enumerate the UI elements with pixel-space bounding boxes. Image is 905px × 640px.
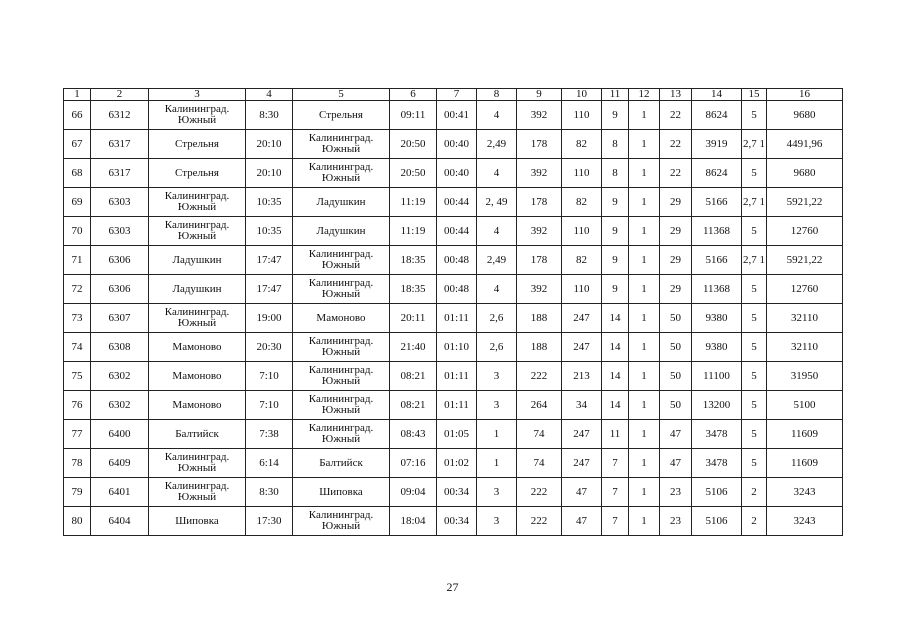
table-cell: 2 bbox=[742, 507, 767, 536]
table-row bbox=[64, 507, 843, 536]
table-cell: 18:35 bbox=[390, 246, 437, 275]
table-cell: 3478 bbox=[692, 449, 742, 478]
table-cell: 08:21 bbox=[390, 362, 437, 391]
table-cell: 29 bbox=[660, 188, 692, 217]
table-cell: 2, 49 bbox=[477, 188, 517, 217]
table-cell: 6:14 bbox=[246, 449, 293, 478]
table-cell: 32110 bbox=[767, 333, 843, 362]
table-cell: 6409 bbox=[91, 449, 149, 478]
table-cell: 1 bbox=[629, 362, 660, 391]
table-cell: 11368 bbox=[692, 275, 742, 304]
table-cell: 10:35 bbox=[246, 188, 293, 217]
column-header: 8 bbox=[477, 89, 517, 101]
table-cell: 20:50 bbox=[390, 159, 437, 188]
table-cell: 8 bbox=[602, 130, 629, 159]
table-cell: 247 bbox=[562, 420, 602, 449]
column-header: 6 bbox=[390, 89, 437, 101]
table-cell: 72 bbox=[64, 275, 91, 304]
table-cell: 9380 bbox=[692, 333, 742, 362]
table-cell: 00:48 bbox=[437, 246, 477, 275]
column-header: 1 bbox=[64, 89, 91, 101]
table-cell: Балтийск bbox=[149, 420, 246, 449]
table-cell: 09:04 bbox=[390, 478, 437, 507]
table-cell: 74 bbox=[64, 333, 91, 362]
table-cell: 14 bbox=[602, 362, 629, 391]
table-cell: 392 bbox=[517, 159, 562, 188]
table-cell: 188 bbox=[517, 333, 562, 362]
table-cell: 47 bbox=[562, 478, 602, 507]
table-cell: Калининград. Южный bbox=[293, 362, 390, 391]
table-cell: Ладушкин bbox=[293, 217, 390, 246]
table-cell: 08:21 bbox=[390, 391, 437, 420]
table-cell: 8:30 bbox=[246, 478, 293, 507]
table-cell: 32110 bbox=[767, 304, 843, 333]
table-cell: 1 bbox=[629, 391, 660, 420]
table-cell: 00:44 bbox=[437, 217, 477, 246]
table-cell: 222 bbox=[517, 507, 562, 536]
table-cell: 01:11 bbox=[437, 304, 477, 333]
table-cell: Шиповка bbox=[293, 478, 390, 507]
table-cell: 178 bbox=[517, 188, 562, 217]
table-cell: 22 bbox=[660, 130, 692, 159]
table-cell: 178 bbox=[517, 246, 562, 275]
table-cell: 12760 bbox=[767, 217, 843, 246]
table-cell: 3 bbox=[477, 507, 517, 536]
column-header: 5 bbox=[293, 89, 390, 101]
table-cell: 6404 bbox=[91, 507, 149, 536]
table-cell: 77 bbox=[64, 420, 91, 449]
schedule-table bbox=[63, 88, 843, 536]
table-cell: 7 bbox=[602, 449, 629, 478]
table-cell: 247 bbox=[562, 449, 602, 478]
table-row bbox=[64, 333, 843, 362]
table-cell: Калининград. Южный bbox=[293, 130, 390, 159]
table-cell: Калининград. Южный bbox=[149, 188, 246, 217]
column-header: 10 bbox=[562, 89, 602, 101]
table-cell: 3 bbox=[477, 362, 517, 391]
table-cell: 00:34 bbox=[437, 478, 477, 507]
table-cell: 5 bbox=[742, 101, 767, 130]
table-cell: 264 bbox=[517, 391, 562, 420]
table-cell: 3478 bbox=[692, 420, 742, 449]
table-cell: 9 bbox=[602, 217, 629, 246]
table-cell: 2,7 1 bbox=[742, 188, 767, 217]
table-cell: 29 bbox=[660, 246, 692, 275]
table-cell: 392 bbox=[517, 275, 562, 304]
table-cell: Калининград. Южный bbox=[293, 159, 390, 188]
table-cell: 20:10 bbox=[246, 159, 293, 188]
table-cell: 47 bbox=[562, 507, 602, 536]
table-cell: 18:04 bbox=[390, 507, 437, 536]
table-cell: 1 bbox=[629, 217, 660, 246]
table-row bbox=[64, 275, 843, 304]
table-cell: 6317 bbox=[91, 130, 149, 159]
table-cell: Мамоново bbox=[149, 333, 246, 362]
table-cell: 7:10 bbox=[246, 391, 293, 420]
table-cell: 11368 bbox=[692, 217, 742, 246]
table-cell: 9 bbox=[602, 188, 629, 217]
table-cell: 247 bbox=[562, 304, 602, 333]
table-cell: Калининград. Южный bbox=[293, 507, 390, 536]
column-header: 11 bbox=[602, 89, 629, 101]
table-cell: Калининград. Южный bbox=[293, 275, 390, 304]
table-cell: 20:30 bbox=[246, 333, 293, 362]
table-cell: 4491,96 bbox=[767, 130, 843, 159]
table-cell: Калининград. Южный bbox=[293, 391, 390, 420]
table-cell: 79 bbox=[64, 478, 91, 507]
table-cell: 392 bbox=[517, 217, 562, 246]
table-cell: 8:30 bbox=[246, 101, 293, 130]
table-cell: 4 bbox=[477, 101, 517, 130]
table-cell: 17:47 bbox=[246, 246, 293, 275]
table-cell: 6308 bbox=[91, 333, 149, 362]
table-cell: 3 bbox=[477, 391, 517, 420]
table-cell: 82 bbox=[562, 246, 602, 275]
table-cell: 76 bbox=[64, 391, 91, 420]
table-cell: 3 bbox=[477, 478, 517, 507]
table-cell: 29 bbox=[660, 275, 692, 304]
table-cell: 11:19 bbox=[390, 188, 437, 217]
table-cell: 6306 bbox=[91, 246, 149, 275]
table-cell: 1 bbox=[629, 101, 660, 130]
table-cell: 6303 bbox=[91, 217, 149, 246]
table-cell: 8 bbox=[602, 159, 629, 188]
table-cell: 5921,22 bbox=[767, 188, 843, 217]
table-row bbox=[64, 246, 843, 275]
table-cell: 2,6 bbox=[477, 304, 517, 333]
table-cell: 6306 bbox=[91, 275, 149, 304]
column-header: 15 bbox=[742, 89, 767, 101]
table-cell: Стрельня bbox=[149, 159, 246, 188]
table-row bbox=[64, 391, 843, 420]
table-cell: 50 bbox=[660, 391, 692, 420]
table-cell: Калининград. Южный bbox=[149, 449, 246, 478]
table-cell: 5 bbox=[742, 333, 767, 362]
table-cell: 6401 bbox=[91, 478, 149, 507]
table-cell: Калининград. Южный bbox=[149, 101, 246, 130]
table-cell: 00:34 bbox=[437, 507, 477, 536]
table-cell: 5 bbox=[742, 362, 767, 391]
table-cell: 66 bbox=[64, 101, 91, 130]
table-cell: 213 bbox=[562, 362, 602, 391]
table-cell: 67 bbox=[64, 130, 91, 159]
table-cell: Калининград. Южный bbox=[293, 246, 390, 275]
table-cell: 110 bbox=[562, 275, 602, 304]
table-cell: 7 bbox=[602, 478, 629, 507]
table-cell: Стрельня bbox=[149, 130, 246, 159]
table-cell: 6303 bbox=[91, 188, 149, 217]
table-row bbox=[64, 304, 843, 333]
table-cell: 7:10 bbox=[246, 362, 293, 391]
table-cell: 23 bbox=[660, 507, 692, 536]
page-number: 27 bbox=[446, 580, 459, 594]
table-cell: 11100 bbox=[692, 362, 742, 391]
table-cell: 3919 bbox=[692, 130, 742, 159]
table-cell: 6312 bbox=[91, 101, 149, 130]
table-cell: Ладушкин bbox=[149, 246, 246, 275]
table-cell: 50 bbox=[660, 304, 692, 333]
column-header: 12 bbox=[629, 89, 660, 101]
table-cell: 74 bbox=[517, 449, 562, 478]
column-header: 3 bbox=[149, 89, 246, 101]
table-cell: 18:35 bbox=[390, 275, 437, 304]
table-cell: 5100 bbox=[767, 391, 843, 420]
table-cell: 78 bbox=[64, 449, 91, 478]
table-row bbox=[64, 188, 843, 217]
table-row bbox=[64, 101, 843, 130]
table-cell: 1 bbox=[477, 420, 517, 449]
table-cell: Балтийск bbox=[293, 449, 390, 478]
table-cell: 71 bbox=[64, 246, 91, 275]
table-cell: 11609 bbox=[767, 420, 843, 449]
table-cell: 47 bbox=[660, 420, 692, 449]
column-header: 7 bbox=[437, 89, 477, 101]
table-cell: 2,7 1 bbox=[742, 130, 767, 159]
table-cell: 5 bbox=[742, 391, 767, 420]
column-header: 4 bbox=[246, 89, 293, 101]
table-cell: 6302 bbox=[91, 362, 149, 391]
table-cell: 11609 bbox=[767, 449, 843, 478]
table-cell: 14 bbox=[602, 304, 629, 333]
table-cell: 9 bbox=[602, 275, 629, 304]
table-cell: 6400 bbox=[91, 420, 149, 449]
table-cell: 00:44 bbox=[437, 188, 477, 217]
table-cell: 82 bbox=[562, 130, 602, 159]
table-cell: 00:41 bbox=[437, 101, 477, 130]
column-header: 13 bbox=[660, 89, 692, 101]
table-cell: 10:35 bbox=[246, 217, 293, 246]
table-cell: 4 bbox=[477, 275, 517, 304]
table-cell: 07:16 bbox=[390, 449, 437, 478]
table-cell: 14 bbox=[602, 333, 629, 362]
table-cell: 222 bbox=[517, 478, 562, 507]
table-cell: 5 bbox=[742, 159, 767, 188]
table-cell: 22 bbox=[660, 101, 692, 130]
table-cell: 31950 bbox=[767, 362, 843, 391]
table-cell: 00:40 bbox=[437, 159, 477, 188]
column-header: 9 bbox=[517, 89, 562, 101]
table-cell: 188 bbox=[517, 304, 562, 333]
table-cell: 11:19 bbox=[390, 217, 437, 246]
table-row bbox=[64, 130, 843, 159]
table-cell: 2 bbox=[742, 478, 767, 507]
table-cell: 73 bbox=[64, 304, 91, 333]
table-cell: 222 bbox=[517, 362, 562, 391]
table-cell: 01:11 bbox=[437, 362, 477, 391]
table-cell: 1 bbox=[629, 246, 660, 275]
table-row bbox=[64, 478, 843, 507]
table-cell: 1 bbox=[629, 478, 660, 507]
table-cell: 5166 bbox=[692, 246, 742, 275]
table-cell: 01:02 bbox=[437, 449, 477, 478]
table-cell: 11 bbox=[602, 420, 629, 449]
table-cell: 1 bbox=[629, 159, 660, 188]
table-row bbox=[64, 362, 843, 391]
table-cell: Стрельня bbox=[293, 101, 390, 130]
table-cell: 1 bbox=[629, 130, 660, 159]
table-cell: 2,6 bbox=[477, 333, 517, 362]
table-row bbox=[64, 217, 843, 246]
table-cell: 08:43 bbox=[390, 420, 437, 449]
table-cell: 09:11 bbox=[390, 101, 437, 130]
table-cell: 9 bbox=[602, 101, 629, 130]
table-cell: 14 bbox=[602, 391, 629, 420]
table-cell: 110 bbox=[562, 101, 602, 130]
table-cell: 20:11 bbox=[390, 304, 437, 333]
table-cell: Калининград. Южный bbox=[293, 333, 390, 362]
table-cell: 7:38 bbox=[246, 420, 293, 449]
table-cell: Калининград. Южный bbox=[149, 304, 246, 333]
table-cell: 6307 bbox=[91, 304, 149, 333]
table-cell: 3243 bbox=[767, 507, 843, 536]
table-cell: 00:40 bbox=[437, 130, 477, 159]
table-cell: 17:47 bbox=[246, 275, 293, 304]
table-cell: 8624 bbox=[692, 101, 742, 130]
table-cell: 13200 bbox=[692, 391, 742, 420]
table-body bbox=[64, 89, 843, 536]
table-cell: 9680 bbox=[767, 159, 843, 188]
table-cell: 21:40 bbox=[390, 333, 437, 362]
table-cell: 6302 bbox=[91, 391, 149, 420]
table-cell: 5 bbox=[742, 449, 767, 478]
table-cell: 2,49 bbox=[477, 130, 517, 159]
table-cell: 47 bbox=[660, 449, 692, 478]
table-cell: 1 bbox=[629, 449, 660, 478]
table-cell: 1 bbox=[629, 188, 660, 217]
table-cell: 82 bbox=[562, 188, 602, 217]
table-cell: 110 bbox=[562, 217, 602, 246]
table-cell: 5921,22 bbox=[767, 246, 843, 275]
table-cell: 5 bbox=[742, 304, 767, 333]
table-cell: 1 bbox=[629, 507, 660, 536]
table-cell: 80 bbox=[64, 507, 91, 536]
table-cell: 00:48 bbox=[437, 275, 477, 304]
table-cell: 5166 bbox=[692, 188, 742, 217]
table-cell: 392 bbox=[517, 101, 562, 130]
table-cell: 68 bbox=[64, 159, 91, 188]
table-cell: 5106 bbox=[692, 507, 742, 536]
table-cell: 2,49 bbox=[477, 246, 517, 275]
table-cell: 17:30 bbox=[246, 507, 293, 536]
table-cell: 19:00 bbox=[246, 304, 293, 333]
table-cell: 5 bbox=[742, 275, 767, 304]
table-cell: 23 bbox=[660, 478, 692, 507]
table-cell: Мамоново bbox=[149, 391, 246, 420]
table-cell: 70 bbox=[64, 217, 91, 246]
table-cell: 2,7 1 bbox=[742, 246, 767, 275]
table-cell: Калининград. Южный bbox=[149, 478, 246, 507]
column-header: 2 bbox=[91, 89, 149, 101]
table-cell: 247 bbox=[562, 333, 602, 362]
table-cell: 1 bbox=[477, 449, 517, 478]
table-cell: 29 bbox=[660, 217, 692, 246]
table-cell: Ладушкин bbox=[293, 188, 390, 217]
table-cell: 01:11 bbox=[437, 391, 477, 420]
column-header: 16 bbox=[767, 89, 843, 101]
table-cell: 9 bbox=[602, 246, 629, 275]
table-row bbox=[64, 159, 843, 188]
table-cell: 01:10 bbox=[437, 333, 477, 362]
table-cell: 9380 bbox=[692, 304, 742, 333]
table-row bbox=[64, 449, 843, 478]
table-cell: 1 bbox=[629, 333, 660, 362]
table-cell: 01:05 bbox=[437, 420, 477, 449]
table-cell: 110 bbox=[562, 159, 602, 188]
table-cell: 8624 bbox=[692, 159, 742, 188]
table-cell: Калининград. Южный bbox=[149, 217, 246, 246]
table-cell: 75 bbox=[64, 362, 91, 391]
table-cell: 74 bbox=[517, 420, 562, 449]
table-cell: 7 bbox=[602, 507, 629, 536]
table-cell: 3243 bbox=[767, 478, 843, 507]
column-header: 14 bbox=[692, 89, 742, 101]
table-cell: 22 bbox=[660, 159, 692, 188]
table-cell: 6317 bbox=[91, 159, 149, 188]
table-cell: Ладушкин bbox=[149, 275, 246, 304]
table-cell: 1 bbox=[629, 420, 660, 449]
header-row bbox=[64, 89, 843, 101]
table-cell: 1 bbox=[629, 275, 660, 304]
table-row bbox=[64, 420, 843, 449]
table-cell: Калининград. Южный bbox=[293, 420, 390, 449]
table-cell: 50 bbox=[660, 362, 692, 391]
table-cell: 12760 bbox=[767, 275, 843, 304]
table-cell: 1 bbox=[629, 304, 660, 333]
table-cell: 20:50 bbox=[390, 130, 437, 159]
table-cell: 4 bbox=[477, 217, 517, 246]
table-cell: 9680 bbox=[767, 101, 843, 130]
table-cell: 34 bbox=[562, 391, 602, 420]
table-cell: 178 bbox=[517, 130, 562, 159]
table-cell: Мамоново bbox=[149, 362, 246, 391]
table-cell: 20:10 bbox=[246, 130, 293, 159]
table-cell: 5 bbox=[742, 217, 767, 246]
table-cell: 69 bbox=[64, 188, 91, 217]
table-cell: 4 bbox=[477, 159, 517, 188]
table-cell: 50 bbox=[660, 333, 692, 362]
table-cell: 5106 bbox=[692, 478, 742, 507]
table-cell: 5 bbox=[742, 420, 767, 449]
table-cell: Шиповка bbox=[149, 507, 246, 536]
table-cell: Мамоново bbox=[293, 304, 390, 333]
